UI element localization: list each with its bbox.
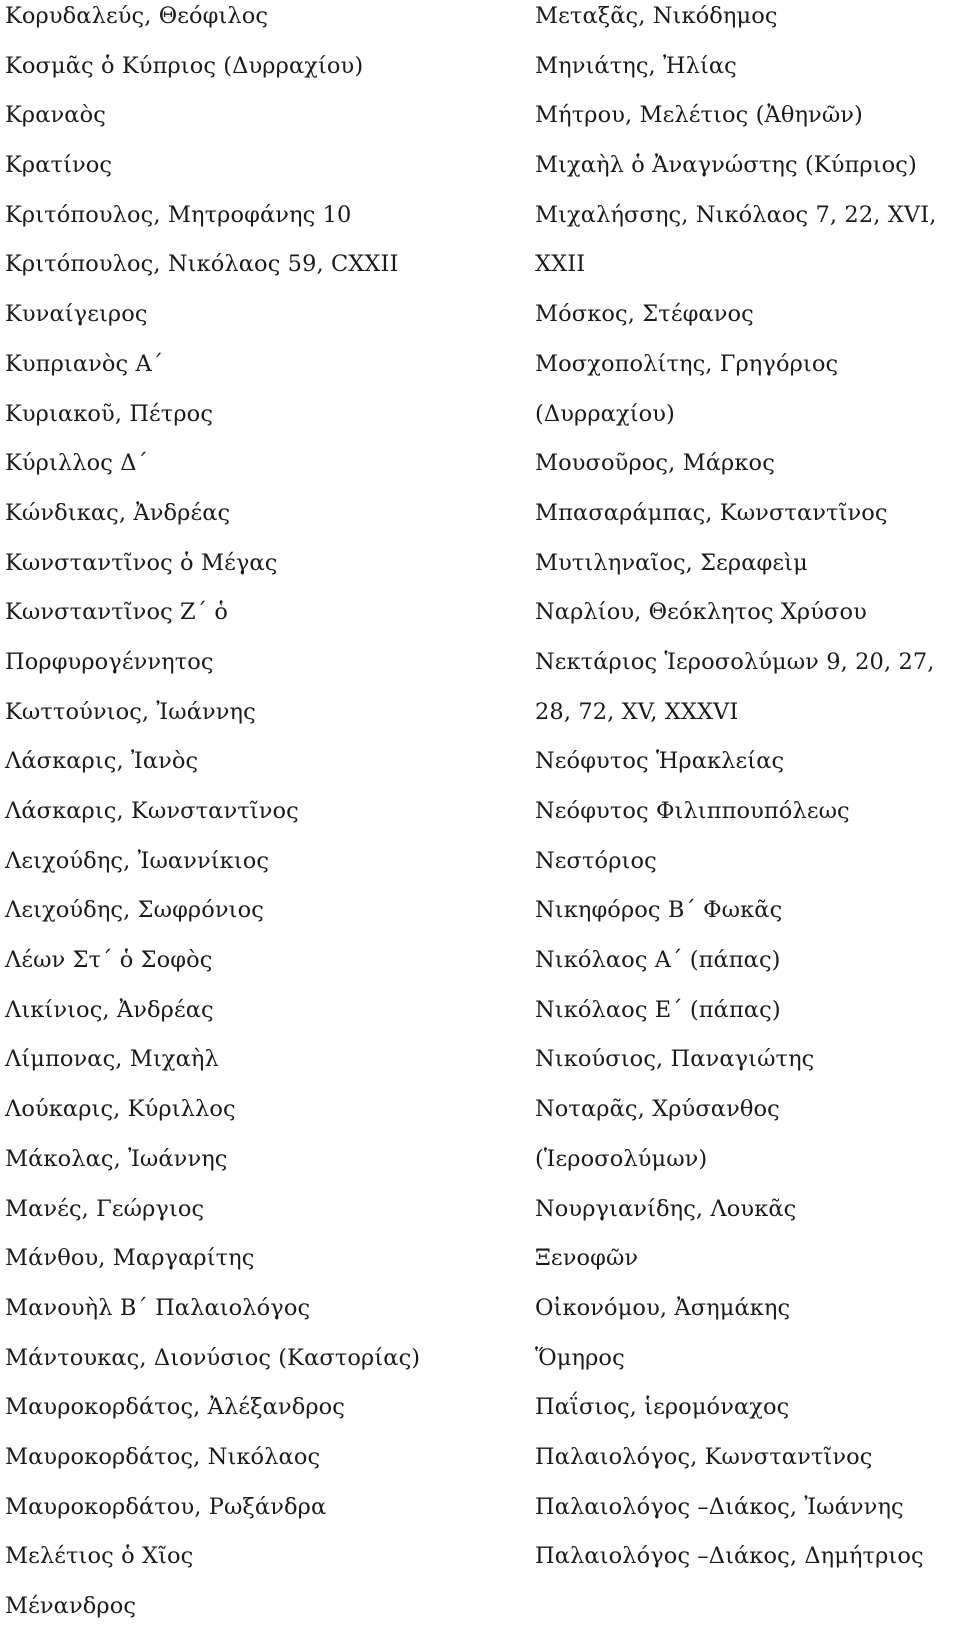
index-entry: Μαυροκορδάτου, Ρωξάνδρα [5, 1493, 327, 1520]
index-entry: Μεταξᾶς, Νικόδημος [535, 3, 778, 29]
index-entry: Μανές, Γεώργιος [5, 1195, 205, 1222]
index-entry: Μουσοῦρος, Μάρκος [535, 450, 775, 477]
index-entry: Παΐσιος, ἱερομόναχος [535, 1394, 790, 1421]
index-entry: Κύριλλος Δ΄ [5, 450, 148, 477]
index-entry: Μάνθου, Μαργαρίτης [5, 1245, 255, 1272]
index-entry: Μήτρου, Μελέτιος (Ἀθηνῶν) [535, 102, 863, 129]
index-entry: Μάκολας, Ἰωάννης [5, 1145, 228, 1172]
index-entry: Νικόλαος Α΄ (πάπας) [535, 947, 781, 974]
index-entry: Μυτιληναῖος, Σεραφεὶμ [535, 549, 808, 576]
index-entry: Οἰκονόμου, Ἀσημάκης [535, 1294, 791, 1321]
index-entry: Νεόφυτος Φιλιππουπόλεως [535, 798, 850, 824]
index-entry: Παλαιολόγος, Κωνσταντῖνος [535, 1443, 873, 1470]
index-entry: Κρατίνος [5, 152, 113, 179]
index-entry: (Δυρραχίου) [535, 400, 675, 427]
index-entry: Ὅμηρος [535, 1344, 625, 1371]
index-entry: Κωνσταντῖνος Ζ΄ ὁ [5, 599, 229, 626]
index-entry: Μαυροκορδάτος, Νικόλαος [5, 1443, 321, 1470]
index-entry: Λάσκαρις, Κωνσταντῖνος [5, 798, 299, 824]
index-entry: Νεστόριος [535, 847, 657, 874]
index-entry: Μόσκος, Στέφανος [535, 301, 754, 328]
index-right-column [535, 0, 955, 1590]
index-entry: Κορυδαλεύς, Θεόφιλος [5, 3, 269, 29]
index-entry: Κώνδικας, Ἀνδρέας [5, 499, 231, 526]
index-entry: Κραναὸς [5, 102, 106, 129]
index-entry: Κριτόπουλος, Νικόλαος 59, CXXII [5, 251, 399, 278]
index-entry: Νικόλαος Ε΄ (πάπας) [535, 996, 781, 1023]
index-entry: Κωττούνιος, Ἰωάννης [5, 698, 256, 725]
index-entry: XXII [535, 251, 586, 278]
index-left-column [5, 0, 505, 1640]
index-entry: Μιχαὴλ ὁ Ἀναγνώστης (Κύπριος) [535, 152, 917, 179]
index-entry: Νοταρᾶς, Χρύσανθος [535, 1096, 780, 1123]
index-entry: Παλαιολόγος –Διάκος, Δημήτριος [535, 1543, 924, 1570]
index-entry: Κριτόπουλος, Μητροφάνης 10 [5, 201, 352, 228]
index-entry: Κωνσταντῖνος ὁ Μέγας [5, 549, 278, 576]
index-entry: Κοσμᾶς ὁ Κύπριος (Δυρραχίου) [5, 52, 364, 79]
index-entry: Παλαιολόγος –Διάκος, Ἰωάννης [535, 1493, 904, 1520]
index-entry: Ναρλίου, Θεόκλητος Χρύσου [535, 599, 867, 626]
index-entry: 28, 72, XV, XXXVI [535, 698, 739, 725]
index-entry: (Ἱεροσολύμων) [535, 1145, 708, 1172]
index-entry: Νουργιανίδης, Λουκᾶς [535, 1195, 797, 1222]
index-entry: Μιχαλήσσης, Νικόλαος 7, 22, XVI, [535, 201, 937, 228]
index-entry: Νεκτάριος Ἱεροσολύμων 9, 20, 27, [535, 648, 935, 675]
index-entry: Λικίνιος, Ἀνδρέας [5, 996, 214, 1023]
index-entry: Λέων Στ΄ ὁ Σοφὸς [5, 947, 213, 974]
index-entry: Μένανδρος [5, 1593, 137, 1619]
index-entry: Λούκαρις, Κύριλλος [5, 1096, 236, 1123]
index-entry: Μοσχοπολίτης, Γρηγόριος [535, 350, 839, 377]
index-entry: Λάσκαρις, Ἰανὸς [5, 748, 199, 775]
index-entry: Κυριακοῦ, Πέτρος [5, 400, 214, 427]
index-entry: Λειχούδης, Ἰωαννίκιος [5, 847, 270, 874]
index-entry: Μάντουκας, Διονύσιος (Καστορίας) [5, 1344, 421, 1371]
index-entry: Κυπριανὸς Α΄ [5, 350, 164, 377]
index-entry: Ξενοφῶν [535, 1245, 639, 1272]
index-entry: Πορφυρογέννητος [5, 648, 214, 675]
index-entry: Μανουὴλ Β΄ Παλαιολόγος [5, 1294, 311, 1321]
index-entry: Μαυροκορδάτος, Ἀλέξανδρος [5, 1394, 346, 1421]
index-entry: Νικηφόρος Β΄ Φωκᾶς [535, 897, 783, 924]
index-entry: Νεόφυτος Ἡρακλείας [535, 748, 785, 775]
index-entry: Μελέτιος ὁ Χῖος [5, 1543, 194, 1570]
index-entry: Μηνιάτης, Ἠλίας [535, 52, 737, 79]
index-entry: Μπασαράμπας, Κωνσταντῖνος [535, 499, 888, 526]
index-entry: Λειχούδης, Σωφρόνιος [5, 897, 264, 924]
index-entry: Νικούσιος, Παναγιώτης [535, 1046, 815, 1073]
index-entry: Κυναίγειρος [5, 301, 148, 328]
index-entry: Λίμπονας, Μιχαὴλ [5, 1046, 219, 1073]
